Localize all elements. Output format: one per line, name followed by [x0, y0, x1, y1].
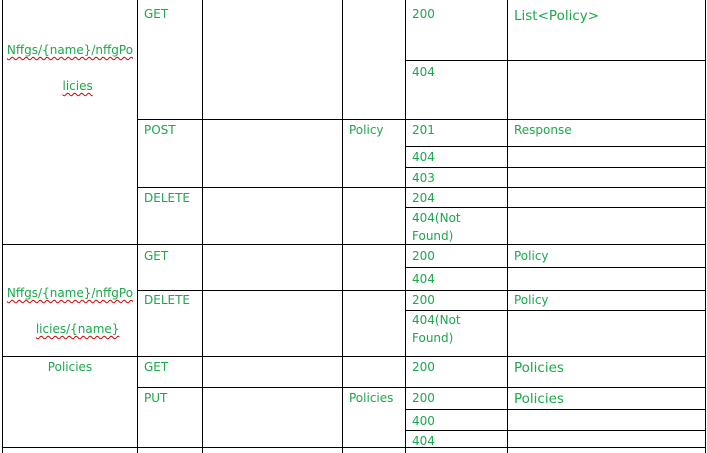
status-cell: 201 [412, 123, 435, 137]
body-cell: Policy [349, 123, 384, 137]
table-divider [405, 0, 406, 453]
status-divider [405, 267, 706, 268]
method-cell: DELETE [144, 191, 191, 205]
table-divider [342, 0, 343, 453]
resource-cell [3, 248, 137, 356]
status-cell: 200 [412, 293, 435, 307]
response-cell: Policy [514, 293, 549, 307]
table-divider [202, 0, 203, 453]
status-cell: 200 [412, 7, 435, 21]
status-cell: 403 [412, 171, 435, 185]
method-divider [137, 187, 706, 188]
status-divider [405, 430, 706, 431]
status-cell: 204 [412, 191, 435, 205]
response-cell: Policy [514, 249, 549, 263]
response-cell: Policies [514, 360, 564, 376]
resource-path: Nffgs/{name}/nffgPo [6, 286, 134, 300]
table-border-right [705, 0, 706, 453]
response-cell: Response [514, 123, 572, 137]
method-cell: GET [144, 360, 169, 374]
resource-path: licies/{name} [35, 322, 120, 336]
table-border-bottom [2, 447, 706, 448]
status-cell: 200 [412, 360, 435, 374]
table-divider [137, 0, 138, 453]
method-divider [137, 119, 706, 120]
status-divider [405, 146, 706, 147]
method-divider [137, 387, 706, 388]
method-cell: PUT [144, 391, 168, 405]
response-cell: List<Policy> [514, 8, 600, 24]
status-divider [405, 409, 706, 410]
group-divider [2, 356, 706, 357]
resource-path: Nffgs/{name}/nffgPo [6, 43, 134, 57]
status-cell: 404 [412, 65, 435, 79]
response-cell: Policies [514, 391, 564, 407]
resource-path: licies [62, 79, 93, 93]
status-cell: 404(Not Found) [412, 211, 461, 243]
table-divider [507, 0, 508, 453]
group-divider [2, 244, 706, 245]
method-cell: GET [144, 249, 169, 263]
method-cell: DELETE [144, 293, 191, 307]
resource-cell: Policies [47, 360, 93, 374]
status-cell: 404 [412, 272, 435, 286]
status-divider [405, 60, 706, 61]
status-cell: 404 [412, 150, 435, 164]
resource-cell [3, 5, 137, 113]
status-divider [405, 207, 706, 208]
method-cell: GET [144, 7, 169, 21]
body-cell: Policies [349, 391, 394, 405]
status-cell: 404(Not Found) [412, 313, 461, 345]
method-cell: POST [144, 123, 176, 137]
status-cell: 200 [412, 249, 435, 263]
status-cell: 200 [412, 391, 435, 405]
status-cell: 404 [412, 434, 435, 448]
status-divider [405, 167, 706, 168]
status-cell: 400 [412, 414, 435, 428]
